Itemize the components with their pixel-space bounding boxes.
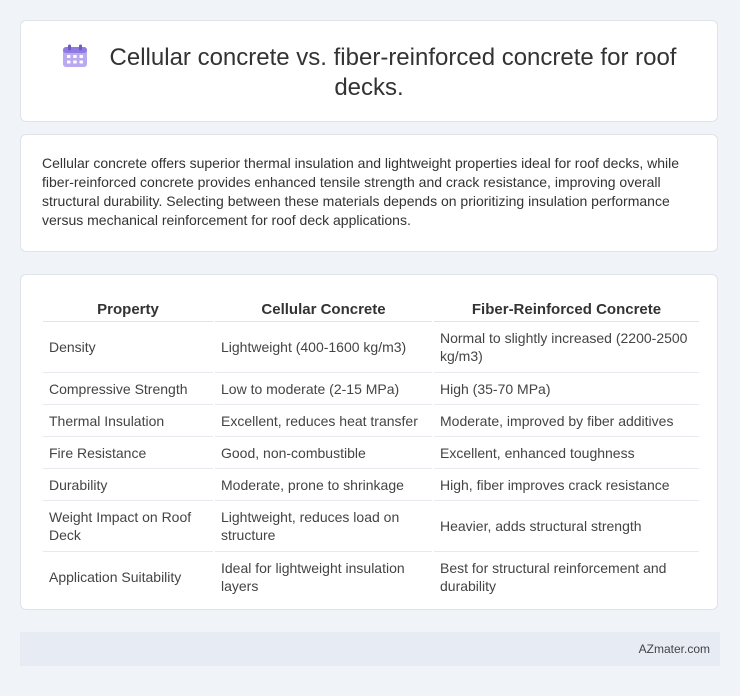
- table-cell: Application Suitability: [49, 569, 182, 585]
- table-cell: Fire Resistance: [43, 437, 214, 469]
- table-cell: Low to moderate (2-15 MPa): [214, 373, 433, 405]
- table-cell: Lightweight (400-1600 kg/m3): [214, 322, 433, 373]
- table-cell: Normal to slightly increased (2200-2500 kg/m3): [433, 322, 699, 373]
- table-row: [43, 501, 699, 552]
- table-row: [43, 437, 699, 469]
- calendar-icon: [62, 44, 88, 68]
- table-cell: Ideal for lightweight insulation layers: [214, 552, 433, 603]
- table-cell: Durability: [43, 469, 214, 501]
- comparison-table-card: [20, 274, 718, 610]
- table-cell: Best for structural reinforcement and durability: [433, 552, 699, 603]
- table-row: [43, 373, 699, 405]
- title-wrap: [21, 43, 717, 103]
- table-cell: High (35-70 MPa): [433, 373, 699, 405]
- table-cell: Density: [43, 322, 214, 373]
- table-cell: High, fiber improves crack resistance: [433, 469, 699, 501]
- header-fiber-reinforced-concrete: Fiber-Reinforced Concrete: [433, 295, 699, 322]
- table-cell: Moderate, improved by fiber additives: [433, 405, 699, 437]
- header-cellular-concrete: Cellular Concrete: [214, 295, 433, 322]
- table-row: [43, 469, 699, 501]
- table-cell: Moderate, prone to shrinkage: [214, 469, 433, 501]
- table-cell: Heavier, adds structural strength: [433, 501, 699, 552]
- table-row: [43, 322, 699, 373]
- footer-brand: AZmater.com: [638, 642, 710, 656]
- table-header-row: [43, 295, 699, 322]
- summary-text: Cellular concrete offers superior thermal insulation and lightweight properties ideal for roof decks, while fiber-reinforced concrete provides enhanced tensile strength and crack resistance, improving overall structural durability. Selecting between these materials depends on prioritizing insulation performance versus mechanical reinforcement for roof deck applications.: [42, 155, 680, 228]
- comparison-table: [43, 295, 699, 602]
- table-cell: Thermal Insulation: [43, 405, 214, 437]
- table-row: [43, 405, 699, 437]
- table-cell: Weight Impact on Roof Deck: [43, 501, 214, 552]
- table-cell: Excellent, enhanced toughness: [433, 437, 699, 469]
- title-card: [20, 20, 718, 122]
- table-cell: Lightweight, reduces load on structure: [214, 501, 433, 552]
- summary-card: [20, 134, 718, 252]
- header-property: Property: [43, 295, 214, 322]
- page-title: Cellular concrete vs. fiber-reinforced concrete for roof decks.: [109, 44, 677, 101]
- table-cell: Excellent, reduces heat transfer: [214, 405, 433, 437]
- table-cell: Compressive Strength: [43, 373, 214, 405]
- table-cell: Good, non-combustible: [214, 437, 433, 469]
- footer-bar: [20, 632, 720, 666]
- table-row: [43, 552, 699, 603]
